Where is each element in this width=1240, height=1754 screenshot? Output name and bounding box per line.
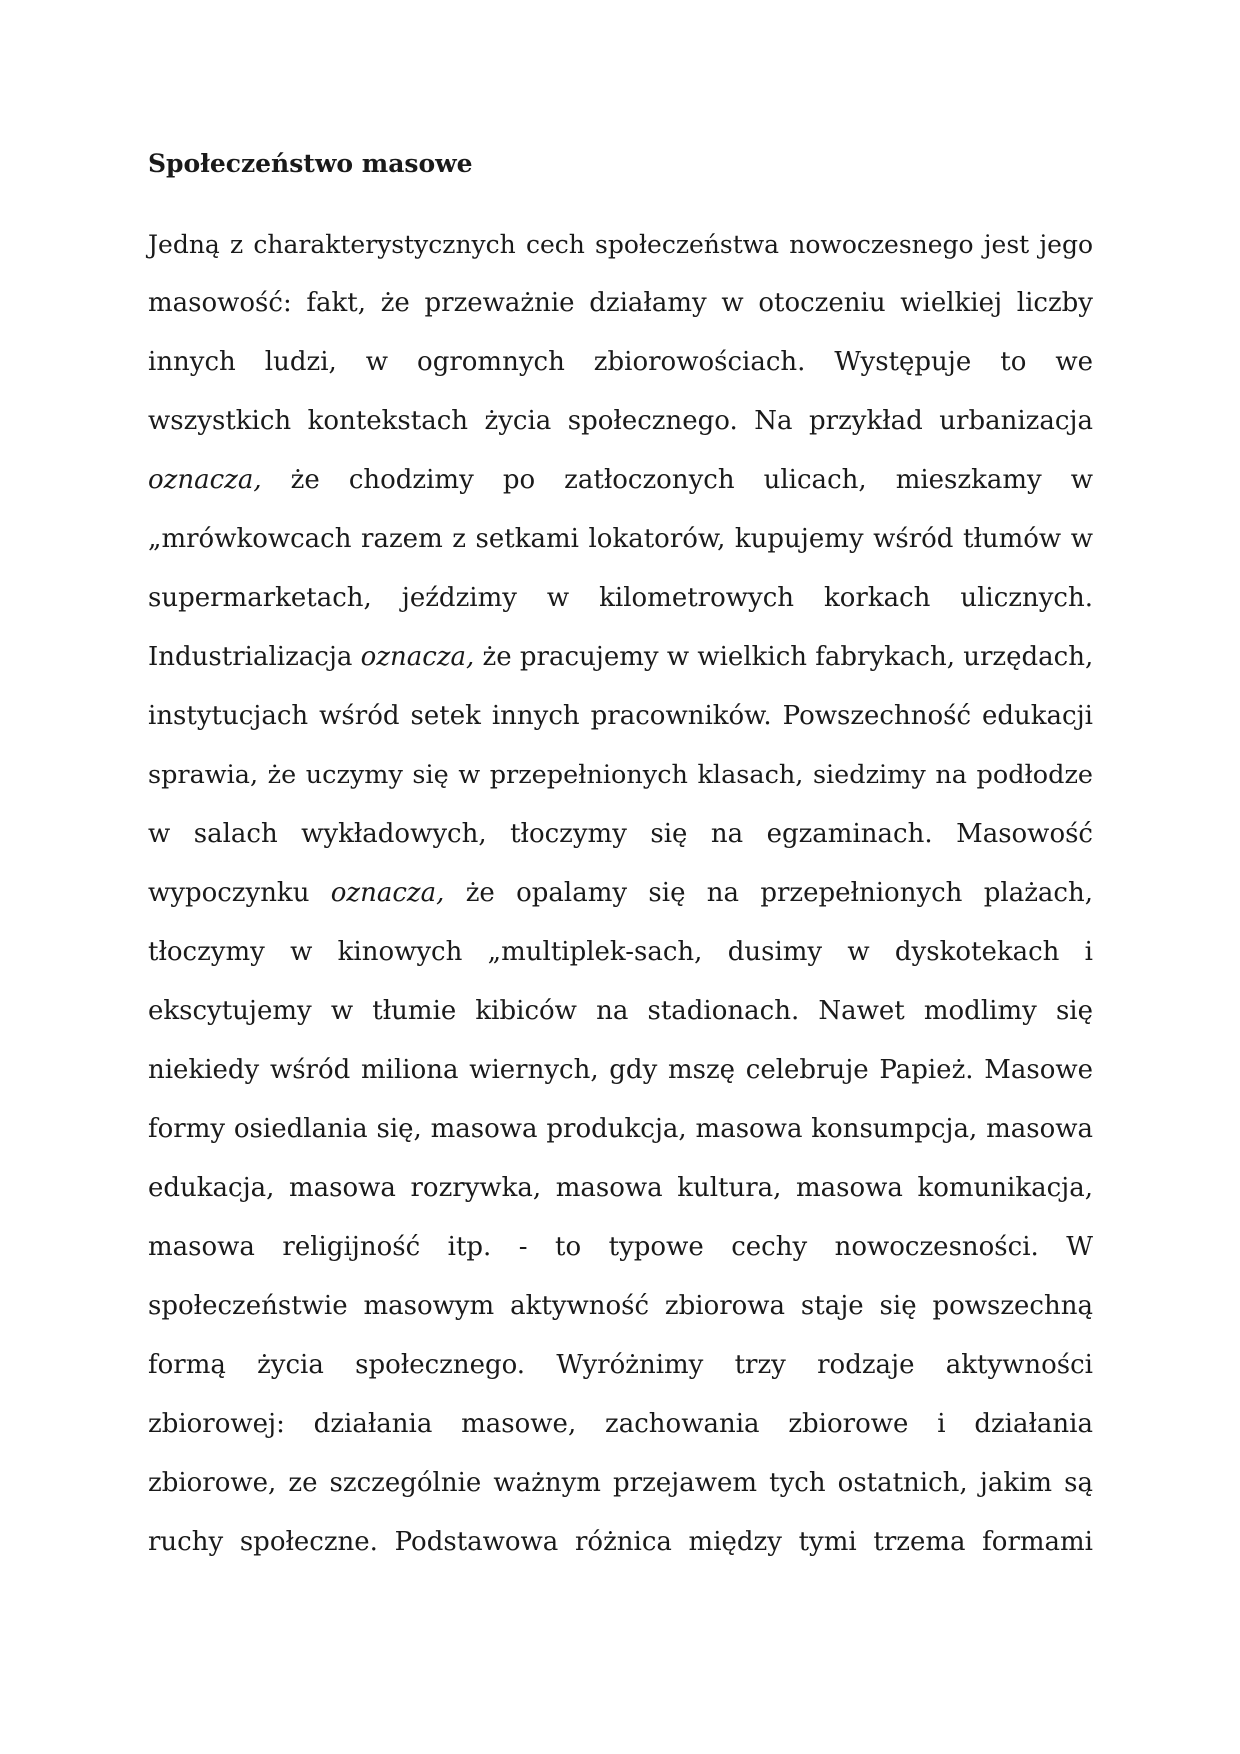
- text-run: społeczeństwie masowym aktywność zbiorowa staje się powszechną: [148, 1291, 1093, 1321]
- text-line: [148, 1336, 1093, 1395]
- italic-word: oznacza,: [148, 465, 262, 495]
- italic-word: oznacza,: [360, 642, 475, 672]
- document-title: Społeczeństwo masowe: [148, 149, 473, 178]
- text-line: [148, 392, 1093, 451]
- text-run: ekscytujemy w tłumie kibiców na stadionach. Nawet modlimy się: [148, 996, 1093, 1026]
- text-run: edukacja, masowa rozrywka, masowa kultura, masowa komunikacja,: [148, 1173, 1093, 1203]
- text-line: [148, 864, 1093, 923]
- text-run: że pracujemy w wielkich fabrykach, urzędach,: [474, 642, 1094, 672]
- text-line: [148, 1395, 1093, 1454]
- text-line: [148, 333, 1093, 392]
- text-run: formą życia społecznego. Wyróżnimy trzy rodzaje aktywności: [148, 1350, 1093, 1380]
- text-run: tłoczymy w kinowych „multiplek-sach, dusimy w dyskotekach i: [148, 937, 1093, 967]
- text-run: niekiedy wśród miliona wiernych, gdy mszę celebruje Papież. Masowe: [148, 1055, 1093, 1085]
- text-run: wszystkich kontekstach życia społecznego. Na przykład urbanizacja: [148, 406, 1093, 436]
- text-line: [148, 1159, 1093, 1218]
- text-run: Industrializacja: [148, 642, 361, 672]
- italic-word: oznacza,: [330, 878, 445, 908]
- text-line: [148, 628, 1093, 687]
- text-line: [148, 451, 1093, 510]
- text-line: [148, 510, 1093, 569]
- text-run: masowa religijność itp. - to typowe cechy nowoczesności. W: [148, 1232, 1093, 1262]
- text-run: zbiorowej: działania masowe, zachowania zbiorowe i działania: [148, 1409, 1093, 1439]
- text-run: wypoczynku: [148, 878, 331, 908]
- text-line: [148, 569, 1093, 628]
- text-line: [148, 1513, 1093, 1572]
- text-run: że opalamy się na przepełnionych plażach,: [444, 878, 1093, 908]
- text-line: [148, 805, 1093, 864]
- text-run: ruchy społeczne. Podstawowa różnica między tymi trzema formami: [148, 1527, 1093, 1557]
- text-line: [148, 274, 1093, 333]
- text-run: zbiorowe, ze szczególnie ważnym przejawem tych ostatnich, jakim są: [148, 1468, 1093, 1498]
- text-line: [148, 1100, 1093, 1159]
- text-line: [148, 982, 1093, 1041]
- body-paragraph: [148, 215, 1093, 1572]
- text-run: sprawia, że uczymy się w przepełnionych klasach, siedzimy na podłodze: [148, 760, 1093, 790]
- text-line: [148, 215, 1093, 274]
- text-line: [148, 687, 1093, 746]
- text-line: [148, 923, 1093, 982]
- text-run: instytucjach wśród setek innych pracowników. Powszechność edukacji: [148, 701, 1093, 731]
- text-run: innych ludzi, w ogromnych zbiorowościach. Występuje to we: [148, 347, 1093, 377]
- text-line: [148, 1277, 1093, 1336]
- text-run: „mrówkowcach razem z setkami lokatorów, kupujemy wśród tłumów w: [148, 524, 1093, 554]
- text-line: [148, 1218, 1093, 1277]
- text-run: w salach wykładowych, tłoczymy się na egzaminach. Masowość: [148, 819, 1093, 849]
- text-line: [148, 746, 1093, 805]
- text-run: masowość: fakt, że przeważnie działamy w otoczeniu wielkiej liczby: [148, 288, 1093, 318]
- text-run: formy osiedlania się, masowa produkcja, masowa konsumpcja, masowa: [148, 1114, 1093, 1144]
- text-run: że chodzimy po zatłoczonych ulicach, mieszkamy w: [261, 465, 1093, 495]
- text-line: [148, 1454, 1093, 1513]
- text-line: [148, 1041, 1093, 1100]
- text-run: supermarketach, jeździmy w kilometrowych korkach ulicznych.: [148, 583, 1093, 613]
- text-run: Jedną z charakterystycznych cech społeczeństwa nowoczesnego jest jego: [148, 230, 1093, 259]
